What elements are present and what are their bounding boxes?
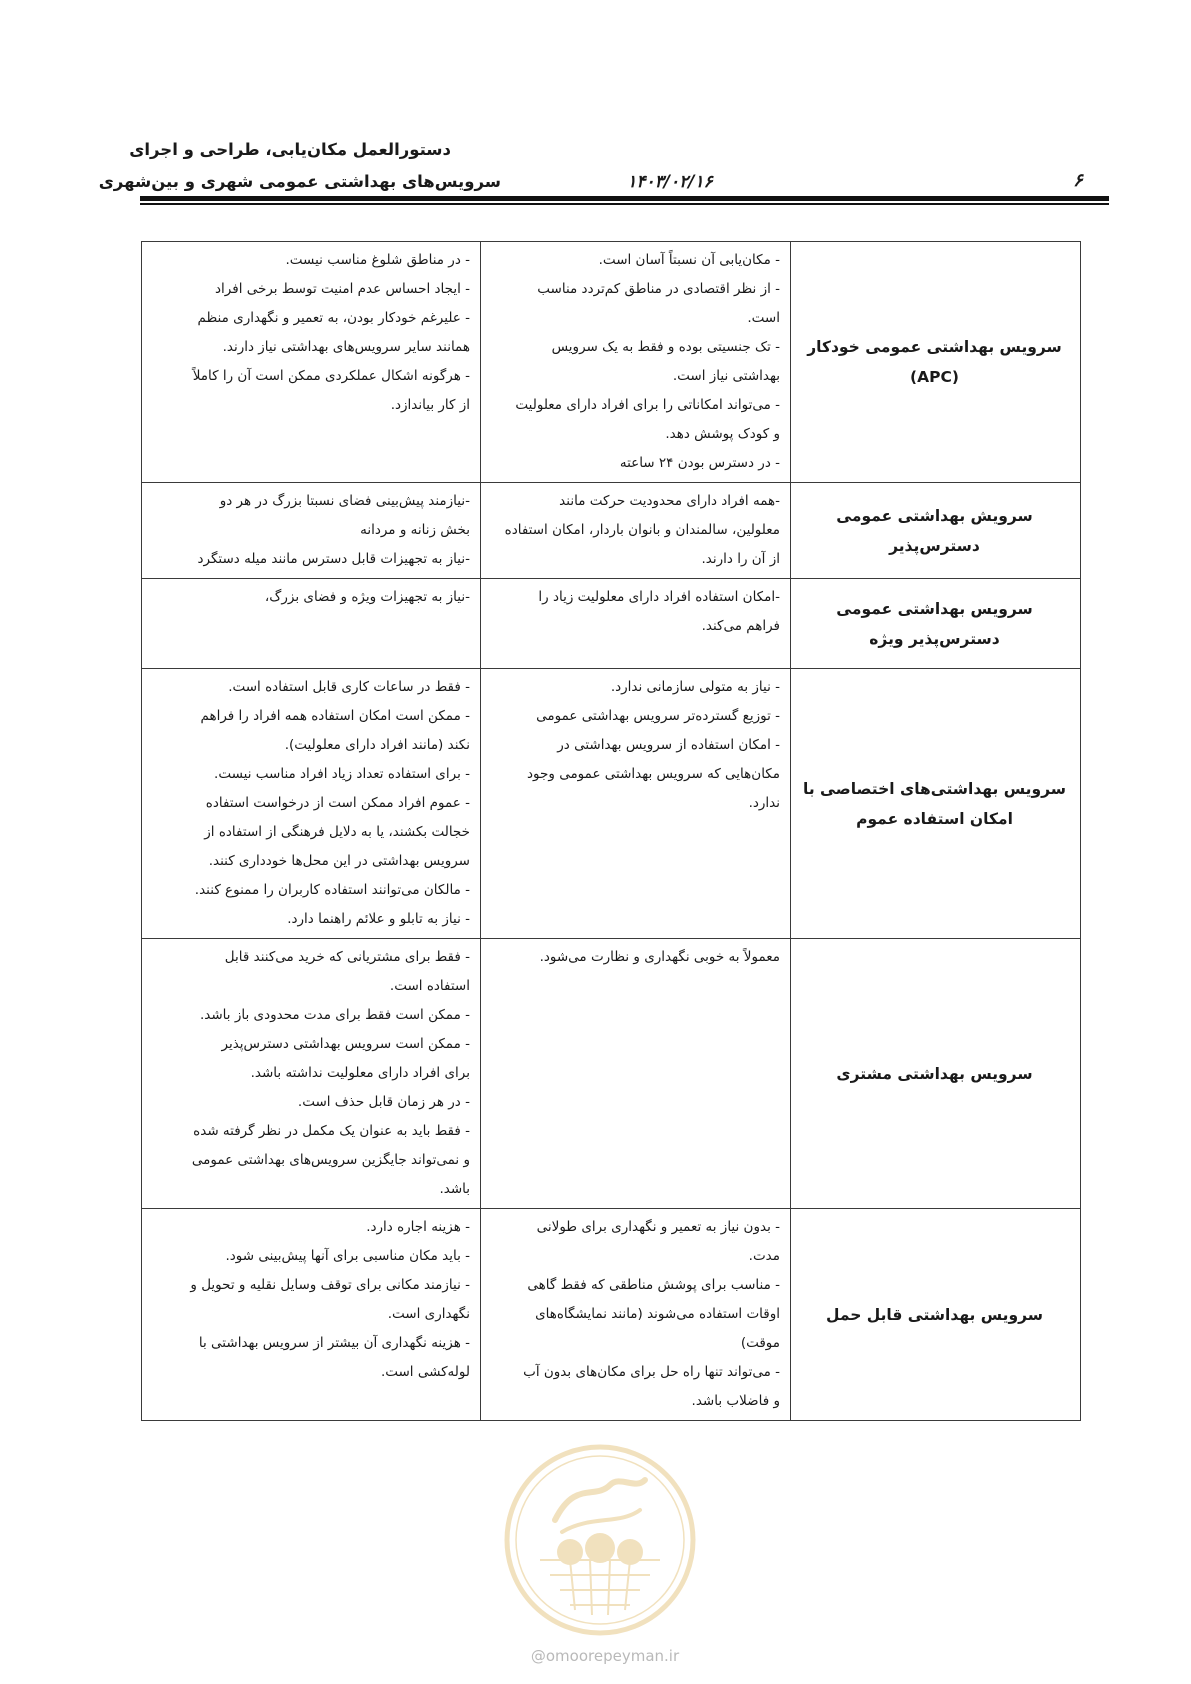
- advantage-line: -امکان استفاده افراد دارای معلولیت زیاد را: [538, 589, 780, 605]
- disadvantages-cell: [142, 483, 481, 579]
- advantage-line: - در دسترس بودن ۲۴ ساعته: [619, 455, 780, 471]
- disadvantages-cell: [142, 242, 481, 483]
- disadvantage-line: خجالت بکشند، یا به دلایل فرهنگی از استفاده از: [204, 824, 470, 840]
- service-type-name: سرویس بهداشتی‌های اختصاصی با امکان استفاده عموم: [791, 669, 1081, 939]
- disadvantage-line: از کار بیاندازد.: [390, 397, 470, 413]
- header-title-line1: دستورالعمل مکان‌یابی، طراحی و اجرای: [129, 140, 451, 159]
- advantage-line: - می‌تواند امکاناتی را برای افراد دارای معلولیت: [515, 397, 780, 413]
- page-number: ۶: [1073, 170, 1083, 191]
- header-date: ۱۴۰۳/۰۲/۱۶: [627, 172, 713, 192]
- advantage-line: ندارد.: [748, 795, 780, 811]
- disadvantage-line: - برای استفاده تعداد زیاد افراد مناسب نیست.: [214, 766, 470, 782]
- disadvantage-line: -نیاز به تجهیزات ویژه و فضای بزرگ،: [264, 589, 470, 605]
- advantage-line: است.: [747, 310, 780, 326]
- advantage-line: - تک جنسیتی بوده و فقط به یک سرویس: [551, 339, 780, 355]
- advantage-line: - از نظر اقتصادی در مناطق کم‌تردد مناسب: [537, 281, 780, 297]
- disadvantage-line: لوله‌کشی است.: [380, 1364, 470, 1380]
- advantage-line: - توزیع گسترده‌تر سرویس بهداشتی عمومی: [536, 708, 780, 724]
- service-type-name: سرویش بهداشتی عمومی دسترس‌پذیر: [791, 483, 1081, 579]
- advantage-line: فراهم می‌کند.: [701, 618, 780, 634]
- disadvantage-line: استفاده است.: [389, 978, 470, 994]
- table-row: [142, 669, 1081, 939]
- disadvantage-line: نکند (مانند افراد دارای معلولیت).: [284, 737, 470, 753]
- advantages-cell: [481, 669, 791, 939]
- advantage-line: معلولین، سالمندان و بانوان باردار، امکان استفاده: [504, 522, 780, 538]
- disadvantage-line: سرویس بهداشتی در این محل‌ها خودداری کنند.: [208, 853, 470, 869]
- advantage-line: بهداشتی نیاز است.: [672, 368, 780, 384]
- advantages-cell: [481, 483, 791, 579]
- disadvantage-line: - در مناطق شلوغ مناسب نیست.: [285, 252, 470, 268]
- disadvantage-line: - عموم افراد ممکن است از درخواست استفاده: [205, 795, 470, 811]
- advantage-line: مکان‌هایی که سرویس بهداشتی عمومی وجود: [527, 766, 780, 782]
- disadvantage-line: - ممکن است امکان استفاده همه افراد را فراهم: [200, 708, 470, 724]
- disadvantage-line: - هزینه اجاره دارد.: [366, 1219, 470, 1235]
- disadvantage-line: برای افراد دارای معلولیت نداشته باشد.: [250, 1065, 470, 1081]
- advantage-line: از آن را دارند.: [701, 551, 780, 567]
- advantages-cell: [481, 1209, 791, 1421]
- advantage-line: - می‌تواند تنها راه حل برای مکان‌های بدون آب: [523, 1364, 780, 1380]
- disadvantage-line: -نیاز به تجهیزات قابل دسترس مانند میله دستگرد: [197, 551, 470, 567]
- advantage-line: - بدون نیاز به تعمیر و نگهداری برای طولانی: [536, 1219, 780, 1235]
- service-type-name: سرویس بهداشتی عمومی خودکار (APC): [791, 242, 1081, 483]
- header-rule-thin: [140, 203, 1109, 205]
- advantages-cell: [481, 242, 791, 483]
- disadvantage-line: همانند سایر سرویس‌های بهداشتی نیاز دارند.: [222, 339, 470, 355]
- disadvantage-line: - علیرغم خودکار بودن، به تعمیر و نگهداری منظم: [197, 310, 470, 326]
- disadvantage-line: - در هر زمان قابل حذف است.: [297, 1094, 470, 1110]
- advantage-line: موقت): [740, 1335, 780, 1351]
- advantage-line: - نیاز به متولی سازمانی ندارد.: [610, 679, 780, 695]
- disadvantage-line: بخش زنانه و مردانه: [360, 522, 470, 538]
- disadvantages-cell: [142, 939, 481, 1209]
- service-type-name: سرویس بهداشتی مشتری: [791, 939, 1081, 1209]
- disadvantage-line: - ممکن است سرویس بهداشتی دسترس‌پذیر: [221, 1036, 470, 1052]
- advantage-line: و فاضلاب باشد.: [691, 1393, 780, 1409]
- disadvantage-line: - مالکان می‌توانند استفاده کاربران را ممنوع کنند.: [194, 882, 470, 898]
- advantage-line: مدت.: [748, 1248, 780, 1264]
- service-type-name: سرویس بهداشتی عمومی دسترس‌پذیر ویژه: [791, 579, 1081, 669]
- disadvantage-line: - باید مکان مناسبی برای آنها پیش‌بینی شود.: [225, 1248, 470, 1264]
- disadvantage-line: باشد.: [439, 1181, 470, 1197]
- disadvantage-line: - هزینه نگهداری آن بیشتر از سرویس بهداشتی با: [198, 1335, 470, 1351]
- advantage-line: اوقات استفاده می‌شوند (مانند نمایشگاه‌های: [535, 1306, 780, 1322]
- advantages-cell: [481, 579, 791, 669]
- table-row: [142, 1209, 1081, 1421]
- advantages-cell: [481, 939, 791, 1209]
- advantage-line: - مکان‌یابی آن نسبتاً آسان است.: [598, 252, 780, 268]
- comparison-table: [141, 241, 1081, 1421]
- advantage-line: -همه افراد دارای محدودیت حرکت مانند: [559, 493, 780, 509]
- disadvantage-line: - هرگونه اشکال عملکردی ممکن است آن را کاملاً: [192, 368, 470, 384]
- disadvantage-line: -نیازمند پیش‌بینی فضای نسبتا بزرگ در هر دو: [219, 493, 470, 509]
- disadvantage-line: و نمی‌تواند جایگزین سرویس‌های بهداشتی عمومی: [191, 1152, 470, 1168]
- header-title-line2: سرویس‌های بهداشتی عمومی شهری و بین‌شهری: [98, 172, 501, 191]
- disadvantage-line: - ایجاد احساس عدم امنیت توسط برخی افراد: [215, 281, 470, 297]
- watermark-logo: [500, 1440, 700, 1640]
- table-row: [142, 939, 1081, 1209]
- advantage-line: معمولاً به خوبی نگهداری و نظارت می‌شود.: [539, 949, 780, 965]
- header-rule-thick: [140, 196, 1109, 201]
- table-row: [142, 242, 1081, 483]
- disadvantages-cell: [142, 1209, 481, 1421]
- advantage-line: و کودک پوشش دهد.: [665, 426, 780, 442]
- advantage-line: - امکان استفاده از سرویس بهداشتی در: [557, 737, 780, 753]
- table-row: [142, 579, 1081, 669]
- service-type-name: سرویس بهداشتی قابل حمل: [791, 1209, 1081, 1421]
- advantage-line: - مناسب برای پوشش مناطقی که فقط گاهی: [527, 1277, 780, 1293]
- disadvantage-line: نگهداری است.: [387, 1306, 470, 1322]
- watermark-url: @omoorepeyman.ir: [530, 1647, 680, 1665]
- disadvantage-line: - نیازمند مکانی برای توقف وسایل نقلیه و تحویل و: [190, 1277, 470, 1293]
- table-row: [142, 483, 1081, 579]
- disadvantage-line: - فقط باید به عنوان یک مکمل در نظر گرفته شده: [193, 1123, 470, 1139]
- disadvantage-line: - فقط در ساعات کاری قابل استفاده است.: [228, 679, 470, 695]
- disadvantage-line: - فقط برای مشتریانی که خرید می‌کنند قابل: [224, 949, 470, 965]
- disadvantage-line: - ممکن است فقط برای مدت محدودی باز باشد.: [199, 1007, 470, 1023]
- disadvantages-cell: [142, 669, 481, 939]
- disadvantage-line: - نیاز به تابلو و علائم راهنما دارد.: [287, 911, 470, 927]
- disadvantages-cell: [142, 579, 481, 669]
